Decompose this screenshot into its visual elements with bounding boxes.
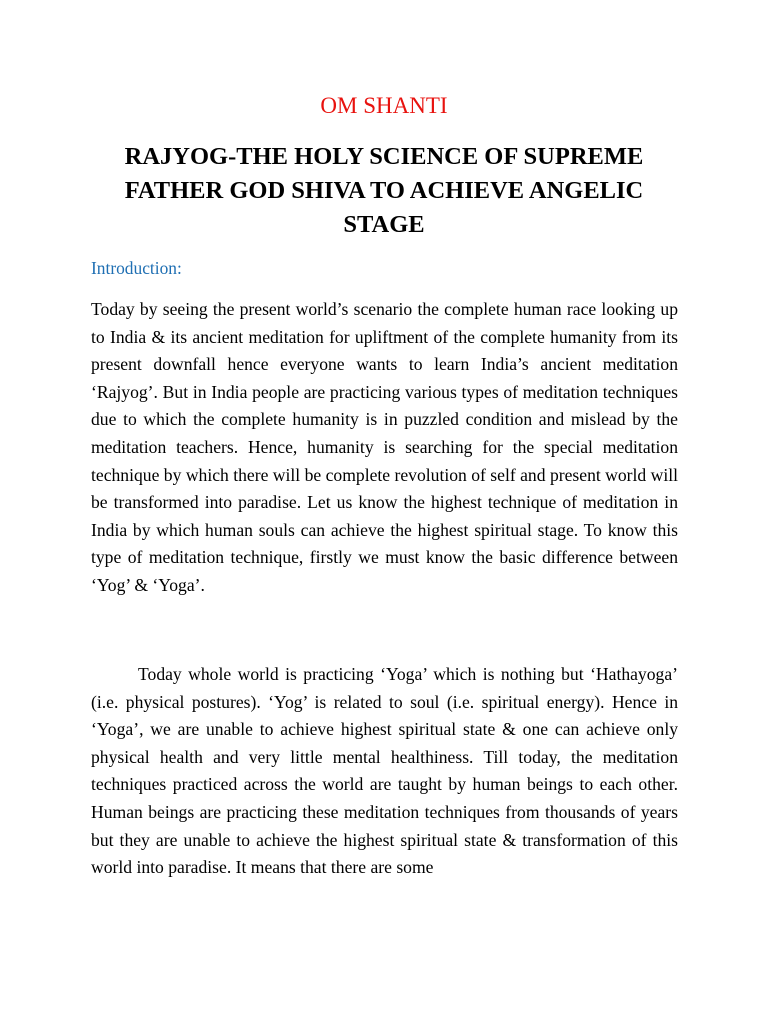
body-paragraph-1: Today by seeing the present world’s scenario the complete human race looking up to India & its ancient meditation for upliftment of the complete humanity from its present downfall hence everyone wants to learn India’s ancient meditation ‘Rajyog’. But in India people are practicing various types of meditation techniques due to which the complete humanity is in puzzled condition and mislead by the meditation teachers. Hence, humanity is searching for the special meditation technique by which there will be complete revolution of self and present world will be transformed into paradise. Let us know the highest technique of meditation in India by which human souls can achieve the highest spiritual stage. To know this type of meditation technique, firstly we must know the basic difference between ‘Yog’ & ‘Yoga’. (91, 299, 678, 595)
document-title: RAJYOG-THE HOLY SCIENCE OF SUPREME FATHER GOD SHIVA TO ACHIEVE ANGELIC STAGE (124, 143, 644, 238)
document-header: OM SHANTI (320, 93, 448, 118)
section-label-introduction: Introduction: (91, 258, 182, 278)
body-paragraph-2: Today whole world is practicing ‘Yoga’ which is nothing but ‘Hathayoga’ (i.e. physical postures). ‘Yog’ is related to soul (i.e. spiritual energy). Hence in ‘Yoga’, we are unable to achieve highest spiritual state & one can achieve only physical health and very little mental healthiness. Till today, the meditation techniques practiced across the world are taught by human beings to each other. Human beings are practicing these meditation techniques from thousands of years but they are unable to achieve the highest spiritual state & transformation of this world into paradise. It means that there are some (91, 664, 678, 878)
